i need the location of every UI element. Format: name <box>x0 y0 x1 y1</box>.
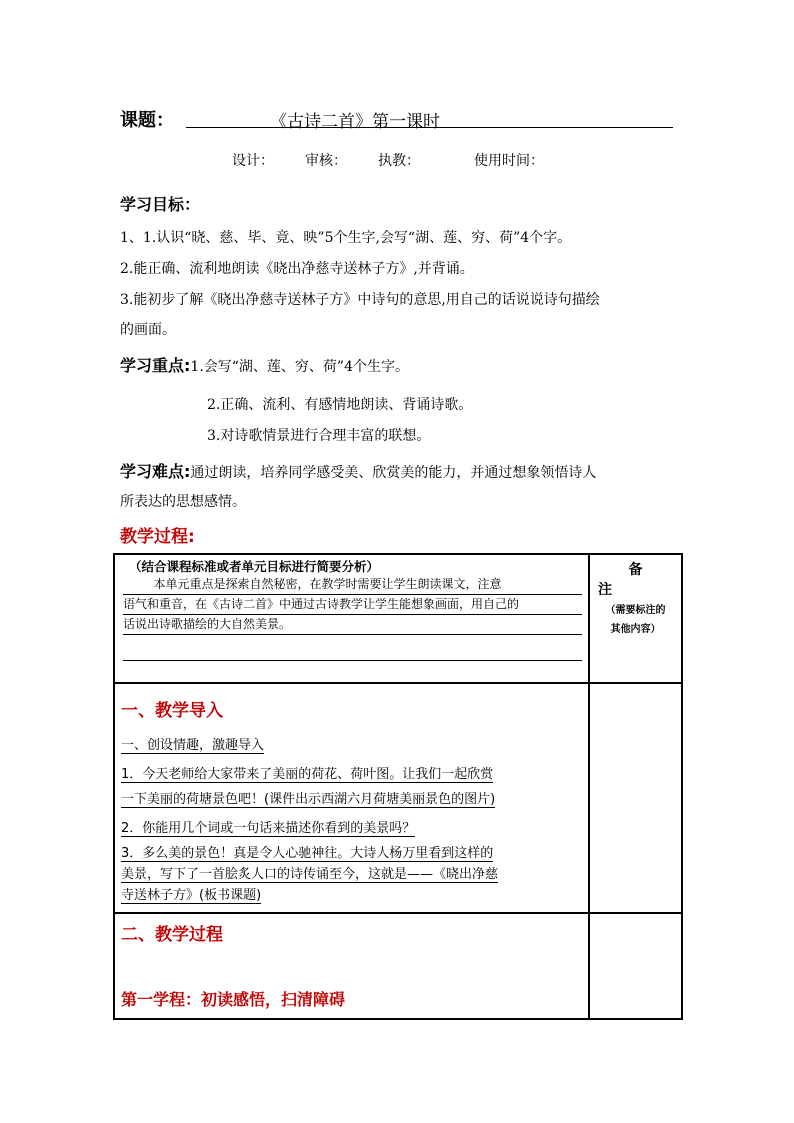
objective-item: 的画面。 <box>120 322 176 338</box>
analysis-line: 本单元重点是探索自然秘密，在教学时需要让学生朗读课文，注意 <box>123 575 582 595</box>
key-point-item: 1.会写“湖、莲、穷、荷”4个生字。 <box>190 359 409 375</box>
lead-paragraph: 2．你能用几个词或一句话来描述你看到的美景吗？ <box>121 821 416 836</box>
objective-item: 1、1.认识“晓、慈、毕、竟、映”5个生字,会写“湖、莲、穷、荷”4个字。 <box>120 230 572 246</box>
analysis-title: （结合课程标准或者单元目标进行简要分析） <box>129 559 380 574</box>
note-subtitle: （需要标注的 <box>605 605 666 616</box>
note-cell <box>589 554 682 683</box>
key-point-item: 3.对诗歌情景进行合理丰富的联想。 <box>207 428 431 444</box>
key-points-heading: 学习重点: <box>120 356 191 375</box>
analysis-line-blank <box>123 641 582 661</box>
lesson-table <box>113 553 683 1020</box>
difficulty-text-cont: 所表达的思想感情。 <box>120 494 246 510</box>
designer-label: 设计： <box>232 153 274 169</box>
key-point-item: 2.正确、流利、有感情地朗读、背诵诗歌。 <box>207 397 473 413</box>
process-subheading: 第一学程：初读感悟，扫清障碍 <box>121 990 346 1009</box>
lead-paragraph: 寺送林子方》(板书课题) <box>121 888 262 903</box>
process-section-heading: 二、教学过程 <box>121 925 223 945</box>
analysis-cell <box>114 554 589 683</box>
difficulty-row <box>120 462 596 483</box>
note-title-2: 注 <box>598 582 612 598</box>
lead-cell <box>114 683 589 913</box>
difficulty-heading: 学习难点: <box>120 462 191 481</box>
lead-note-cell <box>589 683 682 913</box>
lead-paragraph: 1．今天老师给大家带来了美丽的荷花、荷叶图。让我们一起欣赏 <box>121 767 494 782</box>
note-subtitle-2: 其他内容） <box>610 624 661 635</box>
difficulty-text: 通过朗读，培养同学感受美、欣赏美的能力，并通过想象领悟诗人 <box>190 465 597 481</box>
teacher-label: 执教： <box>378 153 420 169</box>
key-points-row <box>120 356 409 377</box>
lead-paragraph: 一下美丽的荷塘景色吧！(课件出示西湖六月荷塘美丽景色的图片) <box>121 792 496 807</box>
lead-paragraph: 3．多么美的景色！真是令人心驰神往。大诗人杨万里看到这样的 <box>121 846 494 861</box>
process-note-cell <box>589 913 682 1019</box>
use-time-label: 使用时间： <box>474 153 544 169</box>
lead-heading: 一、教学导入 <box>121 701 223 721</box>
analysis-line: 语气和重音，在《古诗二首》中通过古诗教学让学生能想象画面，用自己的 <box>123 595 582 615</box>
lead-subheading: 一、创设情趣，激趣导入 <box>121 738 265 753</box>
objective-item: 3.能初步了解《晓出净慈寺送林子方》中诗句的意思,用自己的话说说诗句描绘 <box>120 292 600 308</box>
process-cell <box>114 913 589 1019</box>
process-heading: 教学过程: <box>120 527 195 547</box>
analysis-line: 话说出诗歌描绘的大自然美景。 <box>123 615 582 635</box>
note-title: 备 <box>628 562 643 578</box>
lesson-title: 《古诗二首》第一课时 <box>270 112 440 132</box>
reviewer-label: 审核： <box>305 153 347 169</box>
objective-item: 2.能正确、流利地朗读《晓出净慈寺送林子方》,并背诵。 <box>120 261 474 277</box>
lesson-title-label: 课题： <box>120 110 174 131</box>
objectives-heading: 学习目标： <box>120 195 201 214</box>
lead-paragraph: 美景，写下了一首脍炙人口的诗传诵至今，这就是——《晓出净慈 <box>121 867 499 882</box>
